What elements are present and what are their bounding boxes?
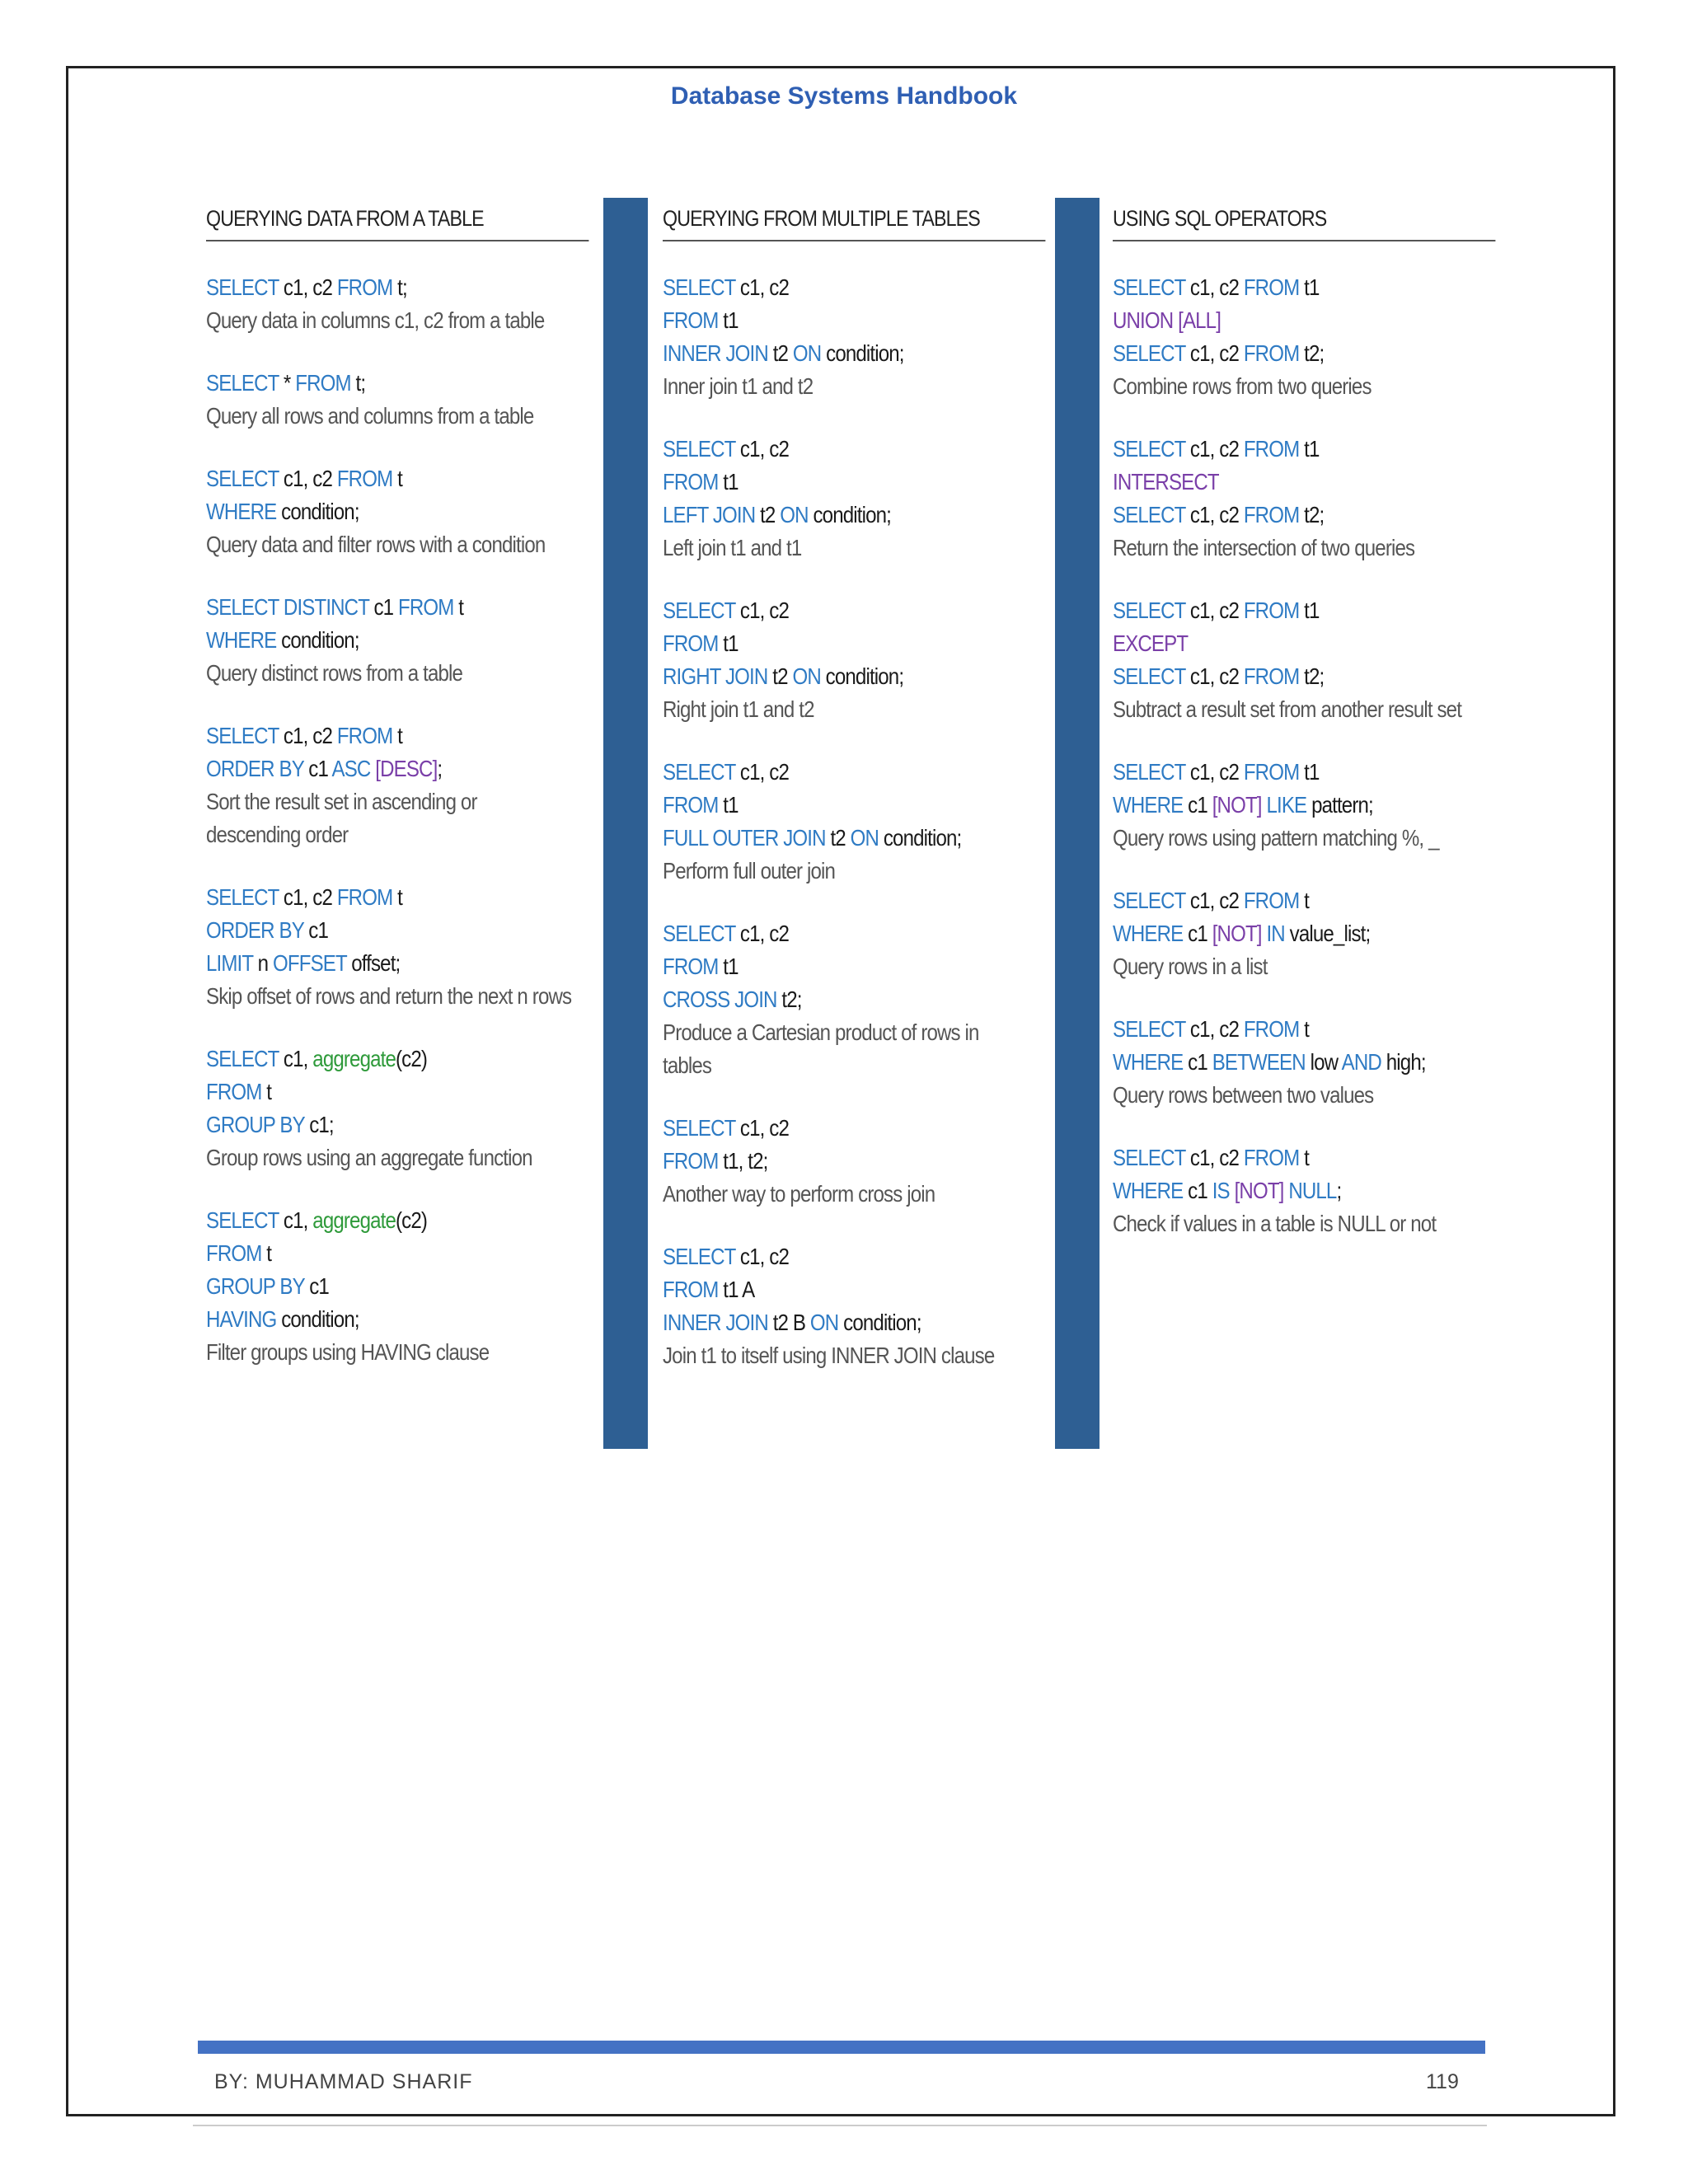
query-block bbox=[1113, 271, 1500, 403]
footer-author: BY: MUHAMMAD SHARIF bbox=[214, 2070, 473, 2093]
sql-text: c1 bbox=[1183, 921, 1212, 946]
sql-keyword: FROM bbox=[1243, 340, 1300, 366]
sql-keyword: SELECT bbox=[1113, 598, 1186, 623]
query-block bbox=[206, 1204, 593, 1369]
sql-keyword: FROM bbox=[663, 1148, 719, 1174]
sql-line bbox=[206, 719, 539, 752]
sql-text: t bbox=[392, 723, 402, 748]
sql-keyword: SELECT bbox=[206, 466, 279, 491]
sql-text: c1, c2 bbox=[1185, 340, 1244, 366]
column-divider-bar bbox=[603, 198, 648, 1449]
sql-line bbox=[1113, 884, 1446, 917]
sql-cheatsheet-panel bbox=[193, 194, 1500, 1449]
sql-keyword: FROM bbox=[206, 1079, 262, 1104]
sql-keyword: FROM bbox=[1243, 1016, 1300, 1042]
sql-text: t; bbox=[350, 370, 366, 396]
sql-text: condition; bbox=[276, 499, 359, 524]
query-block bbox=[1113, 1141, 1500, 1240]
footer-rule bbox=[198, 2041, 1485, 2054]
sql-line bbox=[1113, 499, 1446, 532]
sql-keyword: WHERE bbox=[206, 627, 277, 653]
sql-keyword: NULL bbox=[1283, 1178, 1337, 1203]
sql-text: t; bbox=[392, 274, 407, 300]
sql-text: t bbox=[1299, 1145, 1309, 1170]
sql-text: condition; bbox=[276, 627, 359, 653]
sql-text: t1 bbox=[718, 792, 738, 818]
sql-keyword: SELECT bbox=[663, 1244, 736, 1269]
query-description: Another way to perform cross join bbox=[663, 1181, 935, 1207]
page-title: Database Systems Handbook bbox=[670, 82, 1018, 110]
sql-keyword: FROM bbox=[663, 469, 719, 494]
sql-keyword: ON bbox=[850, 825, 879, 851]
sql-text: c1, c2 bbox=[1185, 274, 1244, 300]
sql-text: t bbox=[392, 466, 402, 491]
sql-keyword: FROM bbox=[1243, 1145, 1300, 1170]
sql-keyword: RIGHT JOIN bbox=[663, 663, 768, 689]
sql-line bbox=[663, 433, 996, 466]
sql-text: t1 bbox=[718, 954, 738, 979]
sql-line bbox=[206, 1270, 539, 1303]
sql-line bbox=[663, 627, 996, 660]
query-list bbox=[1113, 271, 1500, 1240]
sql-line bbox=[663, 1240, 996, 1273]
sql-line bbox=[206, 367, 539, 400]
sql-keyword: FROM bbox=[1243, 598, 1300, 623]
query-list bbox=[663, 271, 1050, 1372]
sql-line bbox=[1113, 1174, 1446, 1207]
query-block bbox=[206, 719, 593, 851]
sql-text: offset; bbox=[346, 950, 401, 976]
sql-keyword: LIKE bbox=[1261, 792, 1307, 818]
sql-text: c1, c2 bbox=[279, 466, 337, 491]
query-list bbox=[206, 271, 593, 1369]
sql-line bbox=[206, 881, 539, 914]
sql-keyword: CROSS JOIN bbox=[663, 987, 777, 1012]
query-description: Query rows using pattern matching %, _ bbox=[1113, 825, 1439, 851]
sql-keyword: ON bbox=[792, 340, 822, 366]
sql-keyword: SELECT bbox=[1113, 502, 1186, 527]
sql-text: t bbox=[1299, 1016, 1309, 1042]
sql-keyword: SELECT DISTINCT bbox=[206, 594, 369, 620]
sql-keyword: FROM bbox=[336, 274, 393, 300]
sql-text: c1 bbox=[304, 1273, 329, 1299]
sql-text: c1, c2 bbox=[279, 274, 337, 300]
sql-text: c1, c2 bbox=[1185, 502, 1244, 527]
sql-keyword: FROM bbox=[206, 1240, 262, 1266]
sql-text: t bbox=[261, 1240, 272, 1266]
sql-keyword: SELECT bbox=[663, 274, 736, 300]
sql-text: condition; bbox=[808, 502, 891, 527]
sql-line bbox=[1113, 1013, 1446, 1046]
sql-keyword: ORDER BY bbox=[206, 917, 304, 943]
sql-keyword: HAVING bbox=[206, 1306, 277, 1332]
page-number: 119 bbox=[1426, 2070, 1459, 2093]
sql-text: c1, c2 bbox=[279, 723, 337, 748]
sql-line bbox=[663, 499, 996, 532]
query-description: Sort the result set in ascending or descending order bbox=[206, 789, 477, 847]
sql-operator: INTERSECT bbox=[1113, 469, 1219, 494]
query-description: Check if values in a table is NULL or not bbox=[1113, 1211, 1437, 1236]
column-divider-bar bbox=[1055, 198, 1100, 1449]
sql-text: t1 bbox=[718, 469, 738, 494]
query-block bbox=[663, 756, 1050, 888]
sql-keyword: FROM bbox=[336, 723, 393, 748]
sql-text: low bbox=[1305, 1049, 1342, 1075]
sql-line bbox=[1113, 1141, 1446, 1174]
sql-text: condition; bbox=[820, 663, 904, 689]
sql-text: c1 bbox=[1183, 1049, 1212, 1075]
query-description: Filter groups using HAVING clause bbox=[206, 1339, 490, 1365]
sql-text: t1 bbox=[718, 307, 738, 333]
sql-line bbox=[1113, 594, 1446, 627]
sql-text: value_list; bbox=[1284, 921, 1371, 946]
sql-line bbox=[206, 1108, 539, 1141]
sql-text: t bbox=[392, 884, 402, 910]
sql-operator: [DESC] bbox=[370, 756, 438, 781]
sql-line bbox=[1113, 756, 1446, 789]
sql-line bbox=[663, 466, 996, 499]
sql-keyword: SELECT bbox=[1113, 274, 1186, 300]
sql-line bbox=[206, 624, 539, 657]
column-querying-single-table bbox=[206, 194, 593, 1369]
sql-line bbox=[663, 822, 996, 855]
sql-operator: [NOT] bbox=[1212, 792, 1262, 818]
sql-text: t2 bbox=[825, 825, 851, 851]
sql-keyword: SELECT bbox=[1113, 759, 1186, 785]
sql-text: c1 bbox=[1183, 792, 1212, 818]
sql-line bbox=[1113, 627, 1446, 660]
sql-keyword: FROM bbox=[663, 792, 719, 818]
sql-text: t1, t2; bbox=[718, 1148, 768, 1174]
query-block bbox=[663, 917, 1050, 1082]
sql-line bbox=[206, 1076, 539, 1108]
sql-text: n bbox=[252, 950, 274, 976]
sql-line bbox=[206, 1043, 539, 1076]
bottom-rule bbox=[193, 2125, 1487, 2126]
sql-text: c1; bbox=[304, 1112, 334, 1137]
sql-text: c1, c2 bbox=[279, 884, 337, 910]
sql-line bbox=[206, 914, 539, 947]
sql-line bbox=[1113, 304, 1446, 337]
sql-keyword: GROUP BY bbox=[206, 1112, 305, 1137]
sql-keyword: FROM bbox=[295, 370, 351, 396]
sql-line bbox=[663, 660, 996, 693]
sql-keyword: OFFSET bbox=[273, 950, 347, 976]
sql-text: c1, c2 bbox=[1185, 663, 1244, 689]
sql-text: (c2) bbox=[396, 1046, 428, 1071]
sql-keyword: WHERE bbox=[1113, 1049, 1184, 1075]
sql-keyword: SELECT bbox=[1113, 1145, 1186, 1170]
sql-text: c1, c2 bbox=[1185, 436, 1244, 462]
sql-keyword: SELECT bbox=[1113, 888, 1186, 913]
sql-text: c1, c2 bbox=[1185, 888, 1244, 913]
query-description: Group rows using an aggregate function bbox=[206, 1145, 532, 1170]
sql-line bbox=[206, 591, 539, 624]
query-description: Return the intersection of two queries bbox=[1113, 535, 1415, 560]
sql-text: ; bbox=[1336, 1178, 1342, 1203]
sql-text: t bbox=[261, 1079, 272, 1104]
sql-text: t2; bbox=[776, 987, 802, 1012]
sql-text: t1 bbox=[1299, 759, 1320, 785]
sql-text: c1, c2 bbox=[735, 1244, 789, 1269]
sql-keyword: SELECT bbox=[206, 274, 279, 300]
sql-text: c1, c2 bbox=[1185, 1016, 1244, 1042]
sql-text: t2 B bbox=[767, 1310, 810, 1335]
sql-line bbox=[1113, 433, 1446, 466]
sql-text: c1, bbox=[279, 1046, 313, 1071]
query-description: Join t1 to itself using INNER JOIN clause bbox=[663, 1343, 995, 1368]
sql-text: condition; bbox=[821, 340, 904, 366]
sql-text: * bbox=[279, 370, 296, 396]
sql-function: aggregate bbox=[312, 1046, 396, 1071]
query-description: Query data in columns c1, c2 from a table bbox=[206, 307, 545, 333]
query-description: Inner join t1 and t2 bbox=[663, 373, 814, 399]
sql-keyword: FROM bbox=[336, 466, 393, 491]
query-block bbox=[663, 1240, 1050, 1372]
sql-line bbox=[663, 304, 996, 337]
sql-text: c1, bbox=[279, 1207, 313, 1233]
sql-keyword: FROM bbox=[663, 307, 719, 333]
sql-keyword: ON bbox=[780, 502, 809, 527]
sql-keyword: FULL OUTER JOIN bbox=[663, 825, 826, 851]
column-querying-multiple-tables bbox=[663, 194, 1050, 1372]
sql-text: pattern; bbox=[1306, 792, 1373, 818]
query-block bbox=[206, 591, 593, 690]
sql-keyword: FROM bbox=[663, 954, 719, 979]
sql-line bbox=[1113, 466, 1446, 499]
sql-text: t1 A bbox=[718, 1277, 755, 1302]
sql-keyword: FROM bbox=[336, 884, 393, 910]
sql-keyword: GROUP BY bbox=[206, 1273, 305, 1299]
query-description: Perform full outer join bbox=[663, 858, 836, 883]
query-description: Query distinct rows from a table bbox=[206, 660, 463, 686]
sql-text: condition; bbox=[276, 1306, 359, 1332]
sql-text: c1 bbox=[303, 756, 332, 781]
sql-text: high; bbox=[1381, 1049, 1426, 1075]
sql-keyword: LIMIT bbox=[206, 950, 253, 976]
sql-text: t2 bbox=[767, 340, 793, 366]
sql-text: c1 bbox=[303, 917, 329, 943]
sql-line bbox=[206, 495, 539, 528]
sql-keyword: SELECT bbox=[663, 1115, 736, 1141]
sql-text: c1, c2 bbox=[735, 274, 789, 300]
sql-keyword: WHERE bbox=[1113, 792, 1184, 818]
sql-keyword: IS bbox=[1212, 1178, 1230, 1203]
sql-line bbox=[663, 337, 996, 370]
sql-line bbox=[1113, 917, 1446, 950]
sql-keyword: SELECT bbox=[206, 1207, 279, 1233]
sql-keyword: FROM bbox=[1243, 436, 1300, 462]
query-block bbox=[206, 367, 593, 433]
sql-keyword: SELECT bbox=[663, 436, 736, 462]
sql-line bbox=[663, 789, 996, 822]
sql-text: c1, c2 bbox=[735, 598, 789, 623]
sql-function: aggregate bbox=[312, 1207, 396, 1233]
query-block bbox=[206, 881, 593, 1013]
sql-text: c1, c2 bbox=[735, 436, 789, 462]
sql-operator: [NOT] bbox=[1229, 1178, 1284, 1203]
sql-keyword: FROM bbox=[1243, 274, 1300, 300]
sql-keyword: ASC bbox=[331, 756, 371, 781]
sql-keyword: SELECT bbox=[663, 921, 736, 946]
query-description: Query all rows and columns from a table bbox=[206, 403, 534, 429]
sql-text: c1, c2 bbox=[1185, 759, 1244, 785]
sql-text: t2; bbox=[1299, 502, 1325, 527]
sql-line bbox=[663, 917, 996, 950]
query-description: Query data and filter rows with a condition bbox=[206, 532, 546, 557]
query-description: Query rows in a list bbox=[1113, 954, 1268, 979]
sql-line bbox=[206, 271, 539, 304]
sql-text: c1, c2 bbox=[1185, 1145, 1244, 1170]
sql-line bbox=[206, 1237, 539, 1270]
sql-text: t bbox=[1299, 888, 1309, 913]
sql-text: t2; bbox=[1299, 340, 1325, 366]
query-block bbox=[206, 271, 593, 337]
sql-text: t1 bbox=[718, 630, 738, 656]
query-description: Produce a Cartesian product of rows in tables bbox=[663, 1019, 979, 1078]
column-heading: QUERYING FROM MULTIPLE TABLES bbox=[663, 194, 1045, 241]
sql-text: t bbox=[453, 594, 464, 620]
sql-keyword: FROM bbox=[1243, 502, 1300, 527]
query-block bbox=[663, 1112, 1050, 1211]
sql-keyword: INNER JOIN bbox=[663, 1310, 768, 1335]
sql-text: c1 bbox=[368, 594, 399, 620]
column-sql-operators bbox=[1113, 194, 1500, 1240]
sql-keyword: SELECT bbox=[206, 370, 279, 396]
sql-text: c1, c2 bbox=[735, 1115, 789, 1141]
sql-keyword: FROM bbox=[663, 1277, 719, 1302]
sql-text: t2; bbox=[1299, 663, 1325, 689]
query-description: Combine rows from two queries bbox=[1113, 373, 1372, 399]
sql-keyword: SELECT bbox=[663, 759, 736, 785]
query-block bbox=[206, 1043, 593, 1174]
sql-operator: [NOT] bbox=[1212, 921, 1262, 946]
sql-keyword: WHERE bbox=[206, 499, 277, 524]
sql-line bbox=[1113, 1046, 1446, 1079]
sql-line bbox=[663, 950, 996, 983]
sql-keyword: ON bbox=[792, 663, 821, 689]
sql-keyword: SELECT bbox=[1113, 663, 1186, 689]
query-block bbox=[206, 462, 593, 561]
sql-keyword: FROM bbox=[663, 630, 719, 656]
query-description: Query rows between two values bbox=[1113, 1082, 1374, 1108]
sql-keyword: SELECT bbox=[206, 884, 279, 910]
query-block bbox=[1113, 594, 1500, 726]
sql-line bbox=[1113, 660, 1446, 693]
sql-keyword: IN bbox=[1261, 921, 1285, 946]
sql-keyword: ON bbox=[809, 1310, 839, 1335]
sql-text: t2 bbox=[767, 663, 793, 689]
sql-keyword: SELECT bbox=[1113, 436, 1186, 462]
sql-keyword: SELECT bbox=[663, 598, 736, 623]
sql-operator: EXCEPT bbox=[1113, 630, 1189, 656]
sql-keyword: INNER JOIN bbox=[663, 340, 768, 366]
sql-line bbox=[206, 1204, 539, 1237]
sql-line bbox=[663, 271, 996, 304]
sql-keyword: LEFT JOIN bbox=[663, 502, 756, 527]
sql-keyword: ORDER BY bbox=[206, 756, 304, 781]
sql-keyword: BETWEEN bbox=[1212, 1049, 1306, 1075]
query-description: Subtract a result set from another result set bbox=[1113, 696, 1462, 722]
sql-line bbox=[663, 983, 996, 1016]
sql-text: t2 bbox=[755, 502, 781, 527]
sql-keyword: SELECT bbox=[1113, 1016, 1186, 1042]
query-block bbox=[1113, 756, 1500, 855]
sql-text: t1 bbox=[1299, 436, 1320, 462]
sql-line bbox=[663, 1306, 996, 1339]
sql-text: (c2) bbox=[396, 1207, 428, 1233]
query-block bbox=[1113, 884, 1500, 983]
sql-text: c1 bbox=[1183, 1178, 1212, 1203]
sql-keyword: FROM bbox=[1243, 759, 1300, 785]
sql-text: c1, c2 bbox=[735, 759, 789, 785]
sql-keyword: SELECT bbox=[1113, 340, 1186, 366]
sql-line bbox=[663, 1273, 996, 1306]
query-block bbox=[1113, 1013, 1500, 1112]
sql-text: c1, c2 bbox=[735, 921, 789, 946]
sql-keyword: FROM bbox=[398, 594, 454, 620]
sql-line bbox=[206, 947, 539, 980]
query-block bbox=[1113, 433, 1500, 565]
sql-text: condition; bbox=[838, 1310, 921, 1335]
sql-keyword: SELECT bbox=[206, 723, 279, 748]
query-block bbox=[663, 271, 1050, 403]
sql-keyword: FROM bbox=[1243, 888, 1300, 913]
sql-text: t1 bbox=[1299, 598, 1320, 623]
sql-line bbox=[206, 752, 539, 785]
query-block bbox=[663, 433, 1050, 565]
sql-line bbox=[1113, 789, 1446, 822]
sql-keyword: FROM bbox=[1243, 663, 1300, 689]
column-heading: USING SQL OPERATORS bbox=[1113, 194, 1495, 241]
sql-keyword: AND bbox=[1341, 1049, 1381, 1075]
sql-line bbox=[663, 1112, 996, 1145]
sql-text: t1 bbox=[1299, 274, 1320, 300]
sql-text: c1, c2 bbox=[1185, 598, 1244, 623]
query-block bbox=[663, 594, 1050, 726]
sql-text: ; bbox=[437, 756, 443, 781]
query-description: Skip offset of rows and return the next n rows bbox=[206, 983, 572, 1009]
sql-keyword: WHERE bbox=[1113, 921, 1184, 946]
sql-operator: UNION [ALL] bbox=[1113, 307, 1221, 333]
sql-line bbox=[663, 594, 996, 627]
sql-keyword: SELECT bbox=[206, 1046, 279, 1071]
sql-text: condition; bbox=[879, 825, 962, 851]
sql-line bbox=[663, 1145, 996, 1178]
sql-keyword: WHERE bbox=[1113, 1178, 1184, 1203]
sql-line bbox=[206, 1303, 539, 1336]
query-description: Right join t1 and t2 bbox=[663, 696, 814, 722]
column-heading: QUERYING DATA FROM A TABLE bbox=[206, 194, 588, 241]
sql-line bbox=[1113, 337, 1446, 370]
sql-line bbox=[1113, 271, 1446, 304]
query-description: Left join t1 and t1 bbox=[663, 535, 802, 560]
sql-line bbox=[663, 756, 996, 789]
sql-line bbox=[206, 462, 539, 495]
